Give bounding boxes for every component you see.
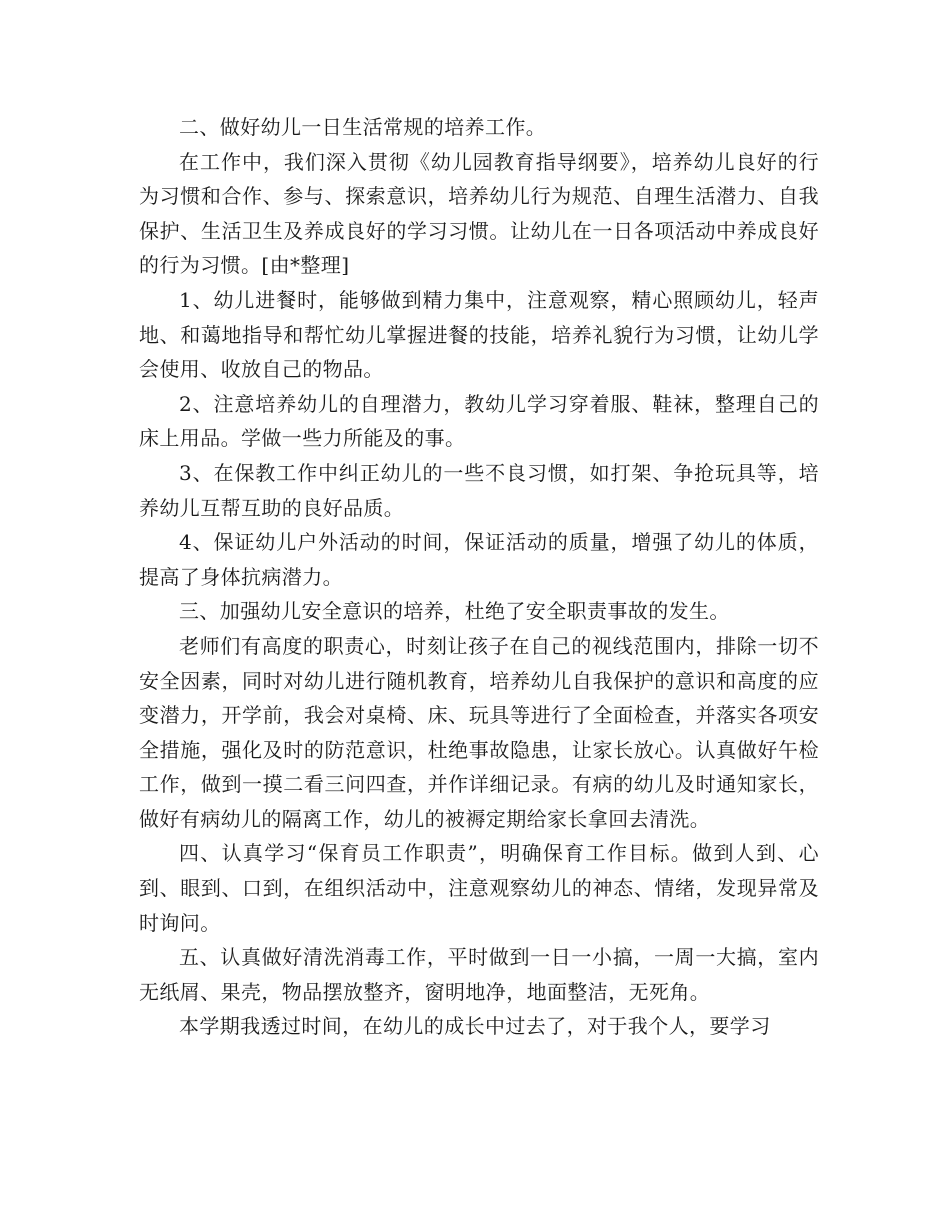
heading-cleaning: 五、认真做好清洗消毒工作，平时做到一日一小搞，一周一大搞，室内无纸屑、果壳，物品摆放整齐，窗明地净，地面整洁，无死角。: [139, 945, 819, 1004]
paragraph-safety-details: 老师们有高度的职责心，时刻让孩子在自己的视线范围内，排除一切不安全因素，同时对幼儿进行随机教育，培养幼儿自我保护的意识和高度的应变潜力，开学前，我会对桌椅、床、玩具等进行了全面检查，并落实各项安全措施，强化及时的防范意识，杜绝事故隐患，让家长放心。认真做好午检工作，做到一摸二看三问四查，并作详细记录。有病的幼儿及时通知家长，做好有病幼儿的隔离工作，幼儿的被褥定期给家长拿回去清洗。: [139, 633, 819, 831]
paragraph-item-3-habits: 3、在保教工作中纠正幼儿的一些不良习惯，如打架、争抢玩具等，培养幼儿互帮互助的良好品质。: [139, 460, 819, 520]
heading-daily-routine: 二、做好幼儿一日生活常规的培养工作。: [179, 115, 547, 139]
paragraph-work-overview: 在工作中，我们深入贯彻《幼儿园教育指导纲要》，培养幼儿良好的行为习惯和合作、参与、探索意识，培养幼儿行为规范、自理生活潜力、自我保护、生活卫生及养成良好的学习习惯。让幼儿在一日各项活动中养成良好的行为习惯。[由*整理]: [139, 149, 819, 278]
document-body: [139, 110, 819, 1044]
heading-duties-study: 四、认真学习“保育员工作职责”，明确保育工作目标。做到人到、心到、眼到、口到，在组织活动中，注意观察幼儿的神态、情绪，发现异常及时询问。: [139, 841, 819, 935]
paragraph-item-1-meals: 1、幼儿进餐时，能够做到精力集中，注意观察，精心照顾幼儿，轻声地、和蔼地指导和帮忙幼儿掌握进餐的技能，培养礼貌行为习惯，让幼儿学会使用、收放自己的物品。: [139, 287, 819, 382]
paragraph-item-2-self-care: 2、注意培养幼儿的自理潜力，教幼儿学习穿着服、鞋袜，整理自己的床上用品。学做一些力所能及的事。: [139, 391, 819, 451]
paragraph-semester-summary: 本学期我透过时间，在幼儿的成长中过去了，对于我个人，要学习: [179, 1014, 771, 1039]
heading-safety: 三、加强幼儿安全意识的培养，杜绝了安全职责事故的发生。: [179, 599, 730, 624]
paragraph-item-4-outdoor: 4、保证幼儿户外活动的时间，保证活动的质量，增强了幼儿的体质，提高了身体抗病潜力。: [139, 530, 819, 589]
